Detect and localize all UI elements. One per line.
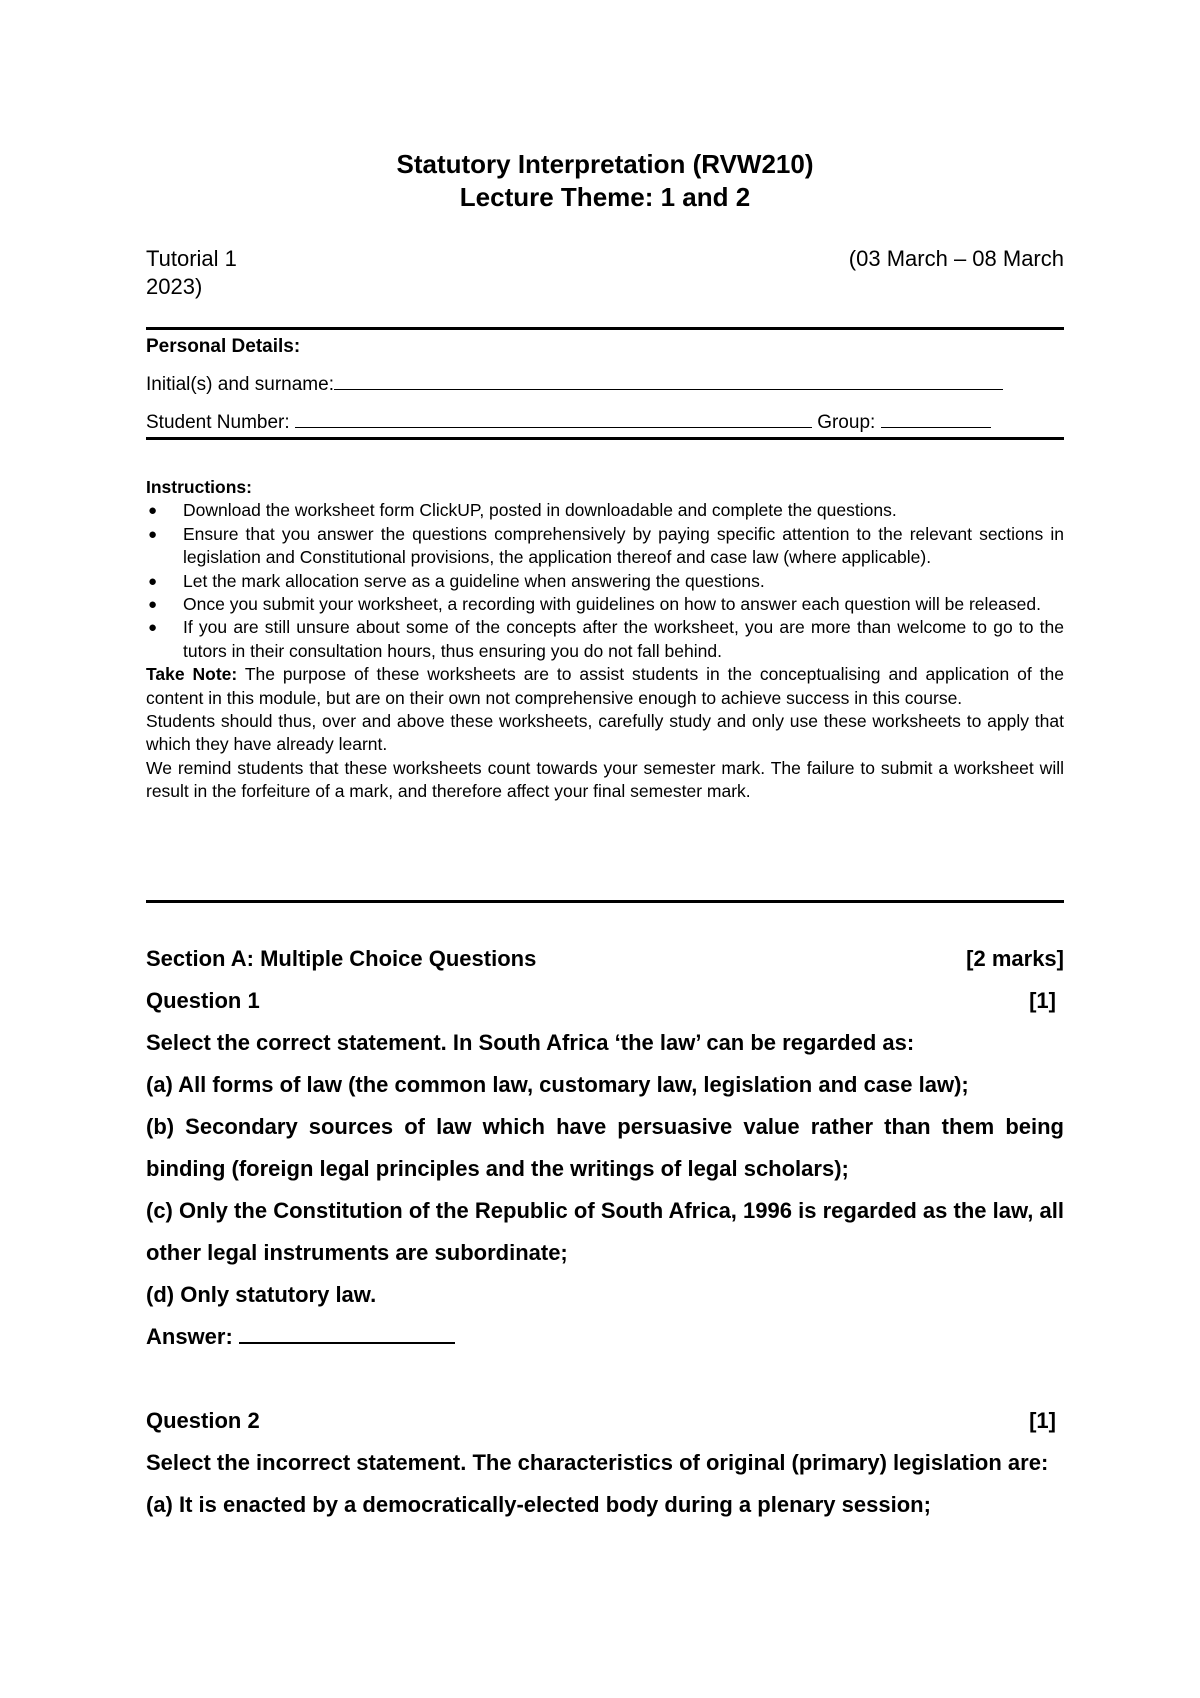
question-1-marks: [1] [1029, 988, 1056, 1013]
student-number-row [146, 409, 1064, 437]
tutorial-dates: (03 March – 08 March [848, 246, 1064, 271]
question-1-header [146, 980, 1064, 1022]
study-paragraph: Students should thus, over and above these worksheets, carefully study and only use these worksheets to apply that which they have already learnt. [146, 711, 1064, 755]
question-1-option-b: (b) Secondary sources of law which have persuasive value rather than them being binding (foreign legal principles and the writings of legal scholars); [146, 1114, 1064, 1181]
question-1-option-d: (d) Only statutory law. [146, 1282, 377, 1307]
group-label: Group: [811, 412, 881, 433]
course-title: Statutory Interpretation (RVW210) [396, 149, 814, 179]
divider-personal [146, 437, 1064, 440]
group-field[interactable] [881, 409, 991, 428]
instructions-list [146, 499, 1064, 663]
answer-label: Answer: [146, 1324, 239, 1349]
list-item: ● Once you submit your worksheet, a recording with guidelines on how to answer each question will be released. [146, 593, 1064, 616]
student-number-field[interactable] [295, 409, 812, 428]
bullet-icon: ● [148, 596, 158, 614]
bullet-icon: ● [148, 572, 158, 590]
name-field[interactable] [334, 371, 1003, 390]
divider-instructions [146, 900, 1064, 903]
student-number-label: Student Number: [146, 412, 295, 433]
section-a [146, 938, 1064, 1526]
bullet-icon: ● [148, 502, 158, 520]
take-note-text: The purpose of these worksheets are to assist students in the conceptualising and application of the content in this module, but are on their own not comprehensive enough to achieve success in this course. [146, 664, 1064, 708]
tutorial-year: 2023) [146, 274, 203, 299]
take-note-paragraph [146, 663, 1064, 710]
tutorial-label: Tutorial 1 [146, 246, 237, 271]
question-2-title: Question 2 [146, 1408, 260, 1433]
question-1-option-c: (c) Only the Constitution of the Republic of South Africa, 1996 is regarded as the law, all other legal instruments are subordinate; [146, 1198, 1064, 1265]
lecture-theme: Lecture Theme: 1 and 2 [459, 182, 751, 212]
bullet-icon: ● [148, 525, 158, 543]
list-item: ● If you are still unsure about some of the concepts after the worksheet, you are more than welcome to go to the tutors in their consultation hours, thus ensuring you do not fall behind. [148, 617, 1064, 661]
document-title [146, 148, 1064, 214]
personal-details-heading: Personal Details: [146, 336, 301, 357]
instructions-heading: Instructions: [146, 477, 252, 497]
name-label: Initial(s) and surname: [146, 374, 334, 395]
question-2-option-a: (a) It is enacted by a democratically-elected body during a plenary session; [146, 1492, 931, 1517]
section-a-title: Section A: Multiple Choice Questions [146, 946, 537, 971]
question-1-answer-row [146, 1316, 1064, 1358]
question-1-title: Question 1 [146, 988, 260, 1013]
question-1-stem: Select the correct statement. In South Africa ‘the law’ can be regarded as: [146, 1030, 915, 1055]
question-2-stem: Select the incorrect statement. The characteristics of original (primary) legislation are: [146, 1450, 1049, 1475]
take-note-label: Take Note: [146, 664, 238, 685]
list-item: ● Let the mark allocation serve as a guideline when answering the questions. [146, 570, 1064, 593]
answer-field[interactable] [239, 1322, 455, 1344]
section-a-header [146, 938, 1064, 980]
question-2-header [146, 1400, 1064, 1442]
question-2-marks: [1] [1029, 1408, 1056, 1433]
semester-mark-paragraph: We remind students that these worksheets count towards your semester mark. The failure to submit a worksheet will result in the forfeiture of a mark, and therefore affect your final semester mark. [146, 757, 1064, 802]
question-1-option-a: (a) All forms of law (the common law, customary law, legislation and case law); [146, 1072, 969, 1097]
list-item: ● Ensure that you answer the questions comprehensively by paying specific attention to the relevant sections in legislation and Constitutional provisions, the application thereof and case law (where applicable). [148, 523, 1064, 568]
divider-top [146, 327, 1064, 330]
list-item: ● Download the worksheet form ClickUP, posted in downloadable and complete the questions. [146, 499, 1064, 522]
personal-details [146, 333, 1064, 437]
section-a-marks: [2 marks] [966, 946, 1064, 971]
bullet-icon: ● [148, 619, 158, 637]
instructions-block [146, 476, 1064, 804]
name-field-row [146, 371, 1064, 399]
